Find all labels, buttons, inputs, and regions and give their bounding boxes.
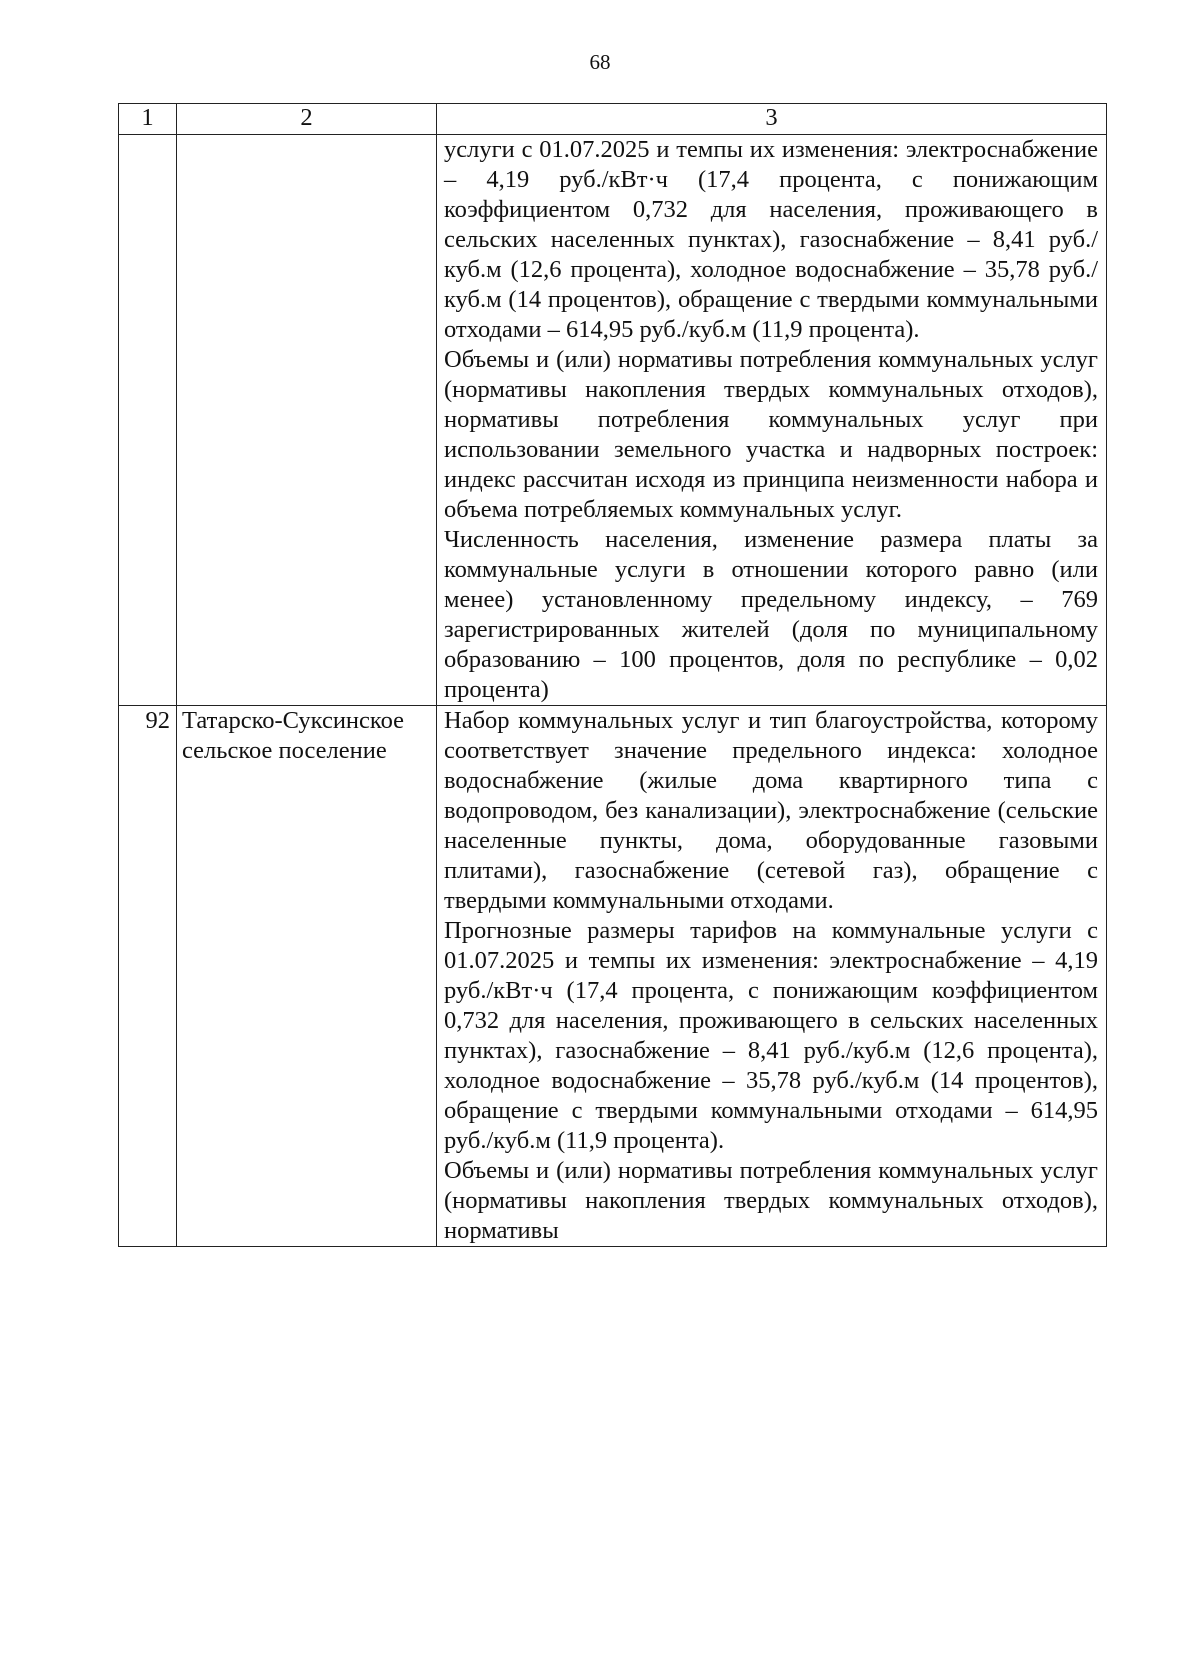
settlement-name-cell: Татарско-Суксинское сельское поселение [177, 706, 437, 1247]
table-row [119, 706, 1107, 1247]
paragraph-forecast-tariffs: Прогнозные размеры тарифов на коммунальные услуги с 01.07.2025 и темпы их изменения: электроснабжение – 4,19 руб./кВт·ч (17,4 процента, с понижающим коэффициентом 0,732 для населения, проживающего в сельских населенных пунктах), газоснабжение – 8,41 руб./куб.м (12,6 процента), холодное водоснабжение – 35,78 руб./куб.м (14 процентов), обращение с твердыми коммунальными отходами – 614,95 руб./куб.м (11,9 процента). [444, 917, 1098, 1154]
table-header-row [119, 104, 1107, 135]
description-cell [437, 135, 1107, 706]
row-number-cell [119, 135, 177, 706]
paragraph-population: Численность населения, изменение размера платы за коммунальные услуги в отношении которого равно (или менее) установленному предельному индексу, – 769 зарегистрированных жителей (доля по муниципальному образованию – 100 процентов, доля по республике – 0,02 процента) [444, 526, 1098, 703]
paragraph-tariffs-continued: услуги с 01.07.2025 и темпы их изменения: электроснабжение – 4,19 руб./кВт·ч (17,4 процента, с понижающим коэффициентом 0,732 для населения, проживающего в сельских населенных пунктах), газоснабжение – 8,41 руб./куб.м (12,6 процента), холодное водоснабжение – 35,78 руб./куб.м (14 процентов), обращение с твердыми коммунальными отходами – 614,95 руб./куб.м (11,9 процента). [444, 136, 1098, 343]
column-header-1: 1 [119, 104, 177, 135]
paragraph-service-set: Набор коммунальных услуг и тип благоустройства, которому соответствует значение предельного индекса: холодное водоснабжение (жилые дома квартирного типа с водопроводом, без канализации), электроснабжение (сельские населенные пункты, дома, оборудованные газовыми плитами), газоснабжение (сетевой газ), обращение с твердыми коммунальными отходами. [444, 707, 1098, 914]
settlement-name-cell [177, 135, 437, 706]
description-cell [437, 706, 1107, 1247]
column-header-2: 2 [177, 104, 437, 135]
table-row [119, 135, 1107, 706]
column-header-3: 3 [437, 104, 1107, 135]
paragraph-consumption-volumes: Объемы и (или) нормативы потребления коммунальных услуг (нормативы накопления твердых коммунальных отходов), нормативы потребления коммунальных услуг при использовании земельного участка и надворных построек: индекс рассчитан исходя из принципа неизменности набора и объема потребляемых коммунальных услуг. [444, 346, 1098, 523]
paragraph-consumption-volumes: Объемы и (или) нормативы потребления коммунальных услуг (нормативы накопления твердых коммунальных отходов), нормативы [444, 1157, 1098, 1244]
row-number-cell: 92 [119, 706, 177, 1247]
page-number: 68 [589, 50, 611, 74]
tariff-table [118, 103, 1107, 1247]
